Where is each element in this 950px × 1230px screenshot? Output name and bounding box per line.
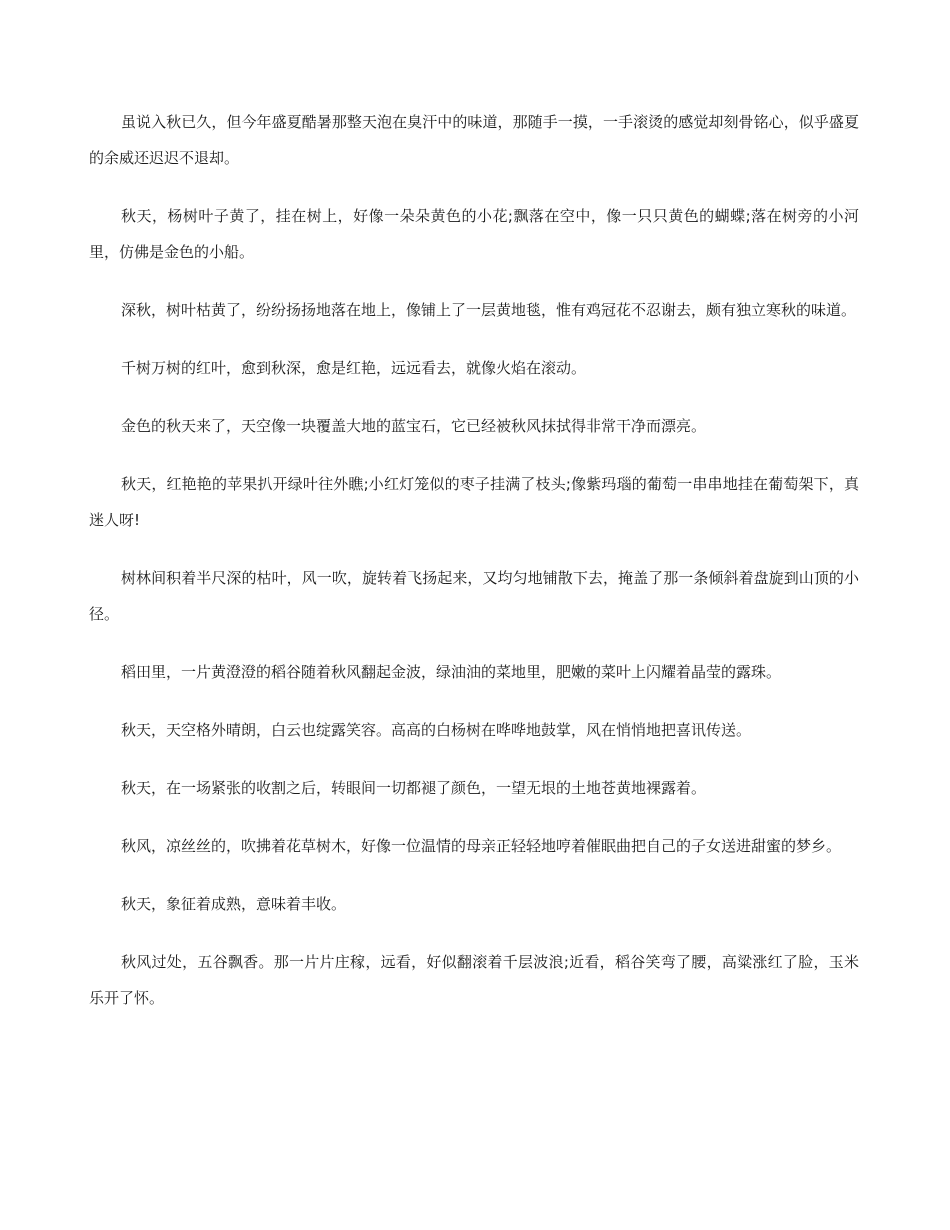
paragraph-5: 金色的秋天来了，天空像一块覆盖大地的蓝宝石，它已经被秋风抹拭得非常干净而漂亮。 (121, 417, 707, 435)
paragraph-2: 秋天，杨树叶子黄了，挂在树上，好像一朵朵黄色的小花;飘落在空中，像一只只黄色的蝴蝶;落在树旁的小河里，仿佛是金色的小船。 (89, 207, 859, 261)
paragraph-10: 秋天，在一场紧张的收割之后，转眼间一切都褪了颜色，一望无垠的土地苍黄地裸露着。 (121, 779, 707, 797)
paragraph-8: 稻田里，一片黄澄澄的稻谷随着秋风翻起金波，绿油油的菜地里，肥嫩的菜叶上闪耀着晶莹的露珠。 (121, 663, 782, 681)
paragraph-1: 虽说入秋已久，但今年盛夏酷暑那整天泡在臭汗中的味道，那随手一摸，一手滚烫的感觉却刻骨铭心，似乎盛夏的余威还迟迟不退却。 (89, 113, 859, 167)
paragraph-6: 秋天，红艳艳的苹果扒开绿叶往外瞧;小红灯笼似的枣子挂满了枝头;像紫玛瑙的葡萄一串串地挂在葡萄架下，真迷人呀! (89, 475, 859, 529)
paragraph-3: 深秋，树叶枯黄了，纷纷扬扬地落在地上，像铺上了一层黄地毯，惟有鸡冠花不忍谢去，颇有独立寒秋的味道。 (121, 301, 857, 319)
document-body (89, 104, 859, 1038)
paragraph-4: 千树万树的红叶，愈到秋深，愈是红艳，远远看去，就像火焰在滚动。 (121, 359, 587, 377)
paragraph-9: 秋天，天空格外晴朗，白云也绽露笑容。高高的白杨树在哗哗地鼓掌，风在悄悄地把喜讯传送。 (121, 721, 752, 739)
paragraph-7: 树林间积着半尺深的枯叶，风一吹，旋转着飞扬起来，又均匀地铺散下去，掩盖了那一条倾斜着盘旋到山顶的小径。 (89, 569, 859, 623)
paragraph-12: 秋天，象征着成熟，意味着丰收。 (121, 895, 347, 913)
paragraph-13: 秋风过处，五谷飘香。那一片片庄稼，远看，好似翻滚着千层波浪;近看，稻谷笑弯了腰，高粱涨红了脸，玉米乐开了怀。 (89, 953, 859, 1007)
paragraph-11: 秋风，凉丝丝的，吹拂着花草树木，好像一位温情的母亲正轻轻地哼着催眠曲把自己的子女送进甜蜜的梦乡。 (121, 837, 842, 855)
